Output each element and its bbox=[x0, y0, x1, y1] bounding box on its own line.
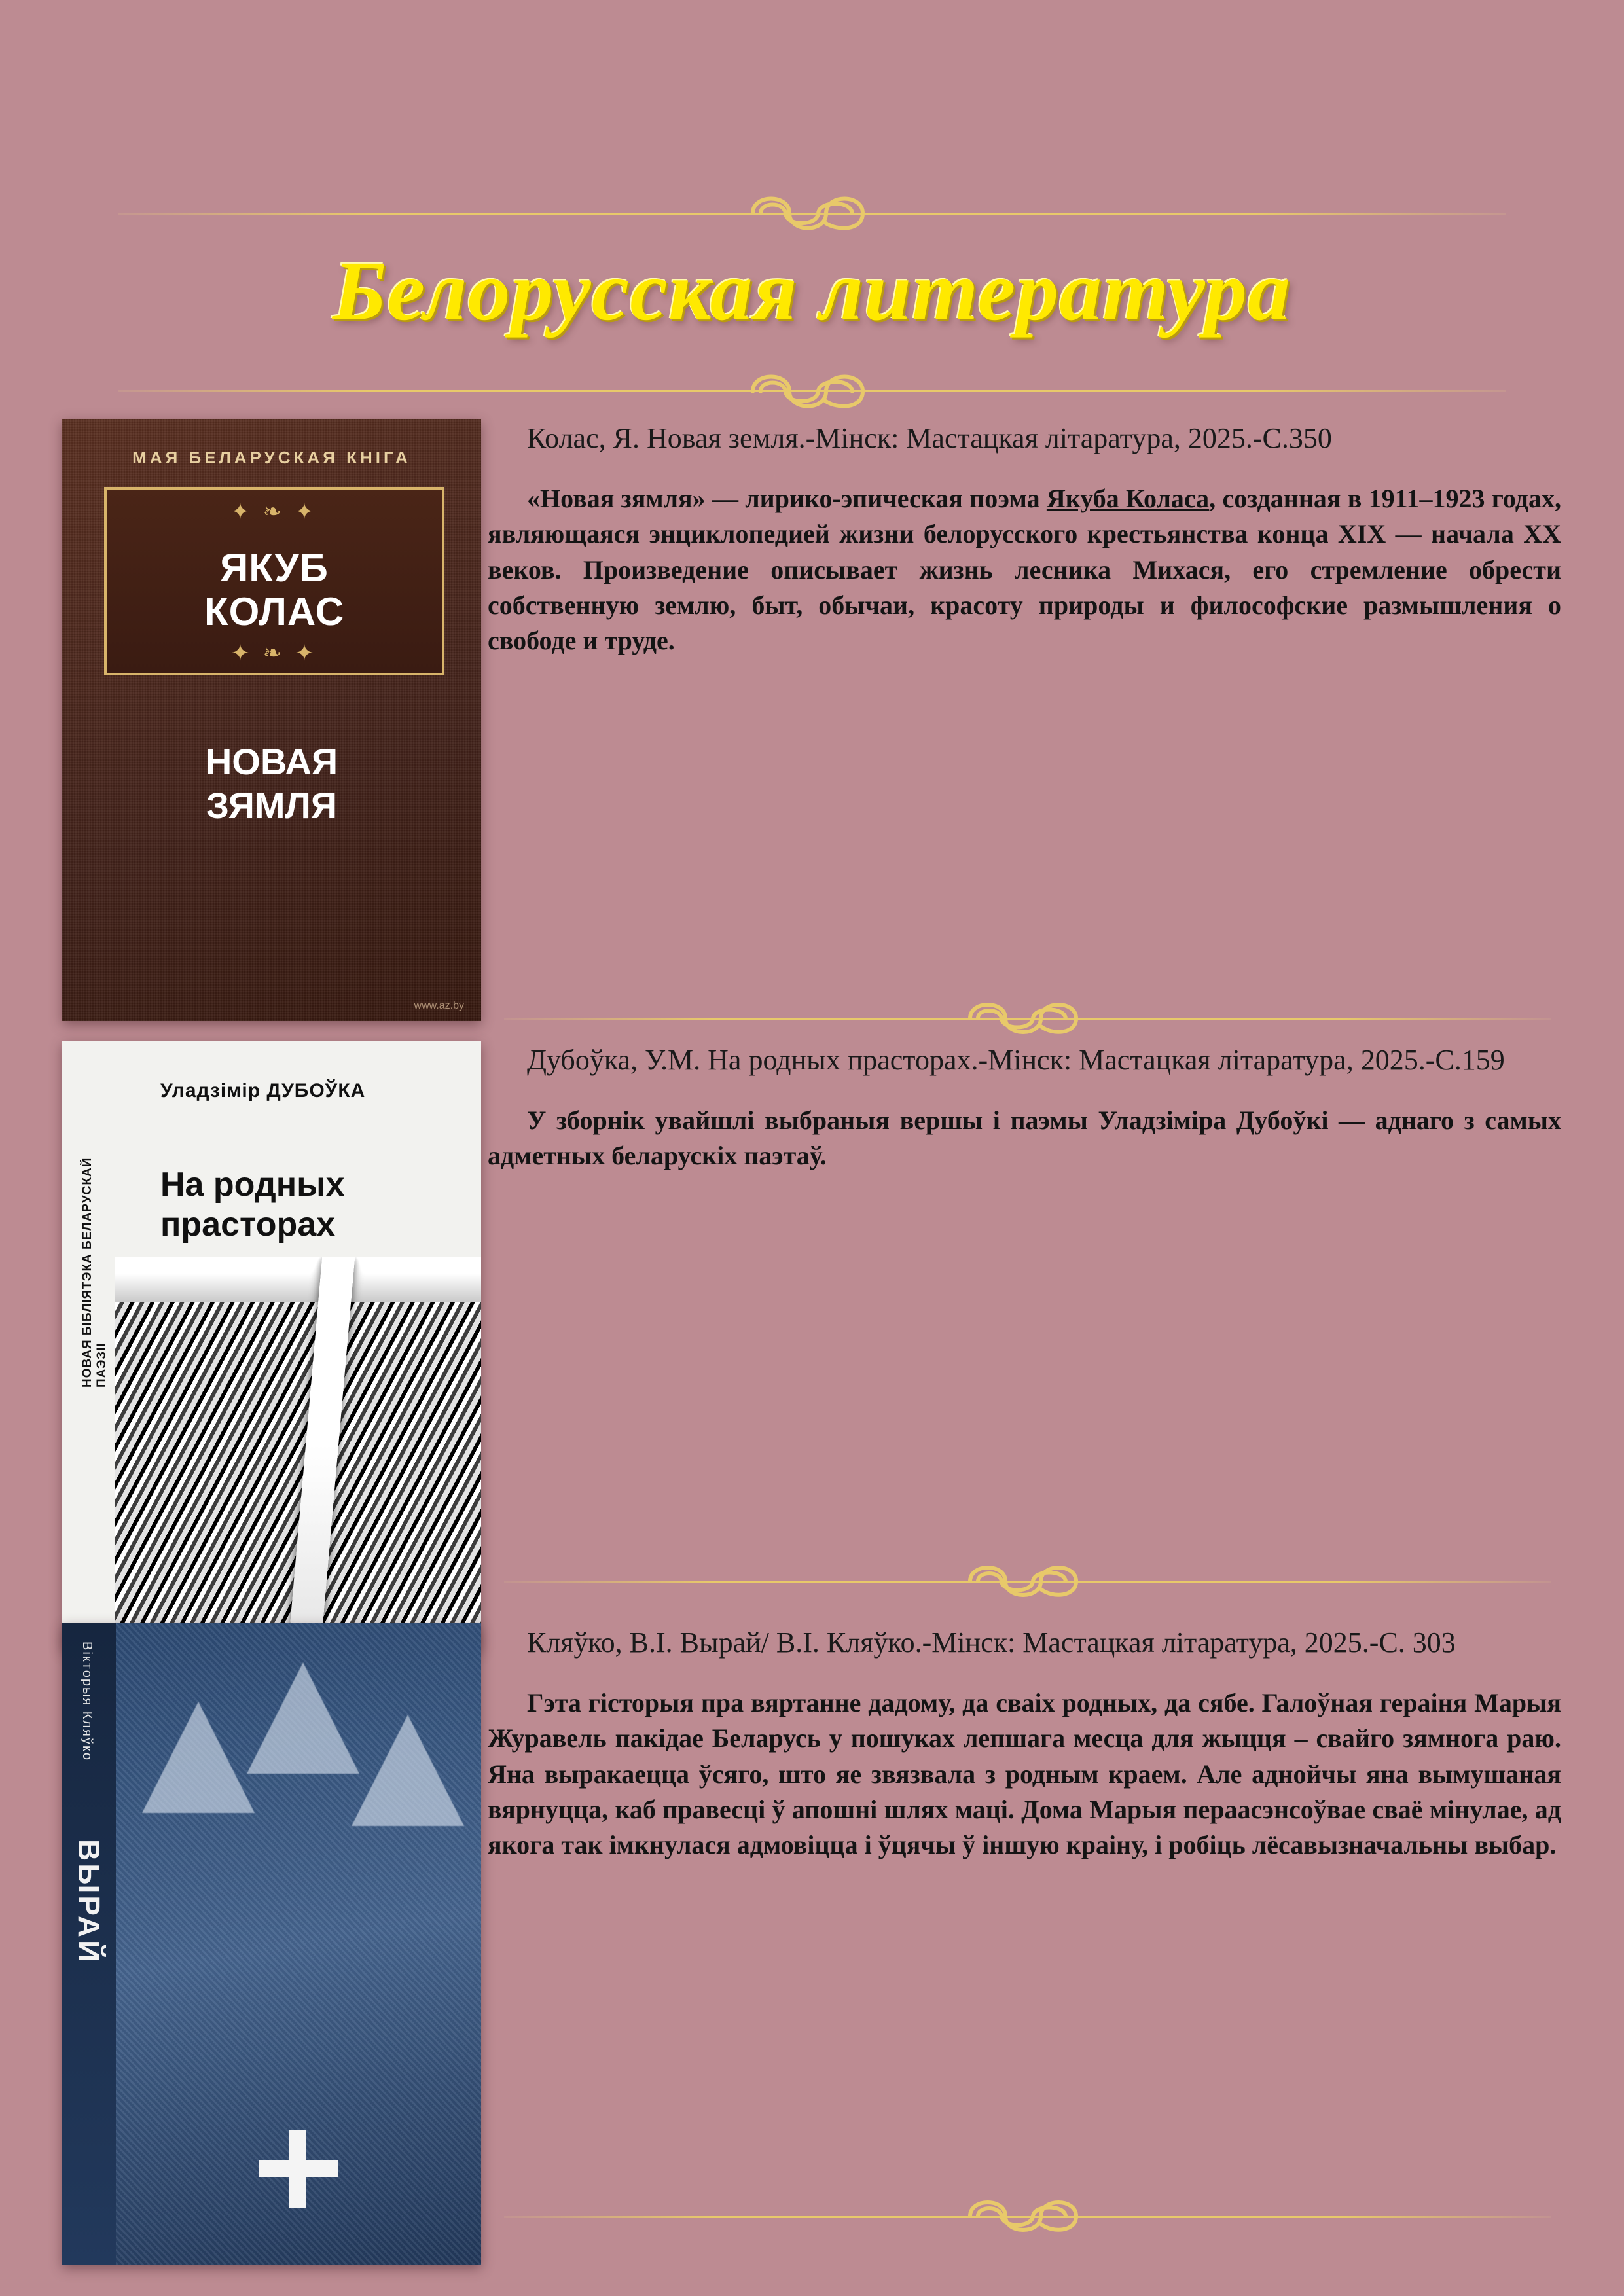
plaque-ornament-top-icon: ✦ ❧ ✦ bbox=[230, 500, 318, 524]
cover-book-title: На родных прасторах bbox=[160, 1166, 345, 1244]
cover-spine bbox=[62, 1623, 117, 2265]
cover-artwork bbox=[116, 1623, 481, 2265]
cover-url-text: www.az.by bbox=[414, 1000, 464, 1011]
book-entry-1 bbox=[0, 419, 1624, 1021]
cover-photo-plank bbox=[288, 1257, 355, 1649]
cover-title-line-1: НОВАЯ bbox=[205, 741, 338, 782]
cover-book-title bbox=[62, 740, 481, 827]
separator-2 bbox=[504, 1551, 1551, 1610]
separator-3 bbox=[504, 2186, 1551, 2245]
cover-spine-title: ВЫРАЙ bbox=[72, 1839, 106, 1965]
cover-series-label: МАЯ БЕЛАРУСКАЯ КНІГА bbox=[132, 448, 411, 467]
entry-2-text-column bbox=[488, 1041, 1561, 1174]
cover-artwork-cross-icon bbox=[259, 2130, 338, 2208]
entry-1-text-column bbox=[488, 419, 1561, 659]
entry-3-citation: Кляўко, В.І. Вырай/ В.І. Кляўко.-Мінск: Мастацкая літаратура, 2025.-С. 303 bbox=[527, 1626, 1456, 1659]
cover-author-line-1: ЯКУБ bbox=[220, 546, 329, 590]
annotation-author-link[interactable]: Якуба Коласа bbox=[1046, 483, 1210, 513]
flourish-ornament-separator-1-icon bbox=[949, 988, 1106, 1047]
cover-author-line-2: КОЛАС bbox=[204, 590, 345, 634]
page-header bbox=[118, 183, 1506, 419]
annotation-part-after: , созданная в 1911–1923 годах, являющаяся энциклопедией жизни белорусского крестьянства конца XIX — начала XX веков. Произведение описывает жизнь лесника Михася, его стремление обрести собственную землю, быт, обычаи, красоту природы и философские размышления о свободе и труде. bbox=[488, 483, 1562, 656]
cover-photo-sky bbox=[115, 1257, 481, 1302]
cover-author-plaque bbox=[104, 487, 444, 675]
page-title: Белорусская литература bbox=[332, 244, 1291, 338]
cover-author-name bbox=[107, 546, 442, 634]
cover-artwork-triangle-2 bbox=[247, 1662, 359, 1774]
cover-spine-author: Вікторыя Кляўко bbox=[80, 1641, 94, 1761]
flourish-ornament-top-icon bbox=[727, 183, 897, 242]
entry-2-citation: Дубоўка, У.М. На родных прасторах.-Мінск: Мастацкая літаратура, 2025.-С.159 bbox=[527, 1044, 1505, 1076]
annotation-part-before: «Новая зямля» — лирико-эпическая поэма bbox=[527, 483, 1047, 513]
header-rule-bottom bbox=[118, 390, 1506, 392]
cover-author-name: Уладзімір ДУБОЎКА bbox=[160, 1080, 366, 1102]
cover-artwork-triangle-1 bbox=[142, 1702, 255, 1813]
plaque-ornament-bottom-icon: ✦ ❧ ✦ bbox=[230, 641, 318, 666]
entry-1-annotation bbox=[488, 481, 1561, 659]
book-cover-kolas bbox=[62, 419, 481, 1021]
flourish-ornament-separator-3-icon bbox=[949, 2186, 1106, 2245]
book-entry-3 bbox=[0, 1623, 1624, 2265]
entry-1-citation: Колас, Я. Новая земля.-Мінск: Мастацкая літаратура, 2025.-С.350 bbox=[527, 422, 1332, 454]
cover-artwork-triangle-3 bbox=[352, 1715, 464, 1826]
entry-2-annotation: У зборнік увайшлі выбраныя вершы і паэмы Уладзіміра Дубоўкі — аднаго з самых адметных беларускіх паэтаў. bbox=[488, 1105, 1561, 1171]
cover-photo-shingled-roof bbox=[115, 1257, 481, 1649]
book-cover-klyauko bbox=[62, 1623, 481, 2265]
cover-series-spine-label: НОВАЯ БІБЛІЯТЭКА БЕЛАРУСКАЙ ПАЭЗІІ bbox=[81, 1157, 109, 1388]
entry-3-annotation: Гэта гісторыя пра вяртанне дадому, да сваіх родных, да сябе. Галоўная гераіня Марыя Журавель пакідае Беларусь у пошуках лепшага месца для жыцця – свайго зямнога раю. Яна выракаецца ўсяго, што яе звязвала з родным краем. Але аднойчы яна вымушаная вярнуцца, каб правесці ў апошні шлях маці. Дома Марыя пераасэнсоўвае сваё мінулае, ад якога так імкнулася адмовіцца і ўцячы ў іншую краіну, і робіць лёсавызначальны выбар. bbox=[488, 1687, 1561, 1860]
cover-title-line-2: ЗЯМЛЯ bbox=[206, 785, 338, 827]
book-cover-dubouka bbox=[62, 1041, 481, 1649]
entry-3-text-column bbox=[488, 1623, 1561, 1863]
separator-1 bbox=[504, 988, 1551, 1047]
flourish-ornament-separator-2-icon bbox=[949, 1551, 1106, 1610]
